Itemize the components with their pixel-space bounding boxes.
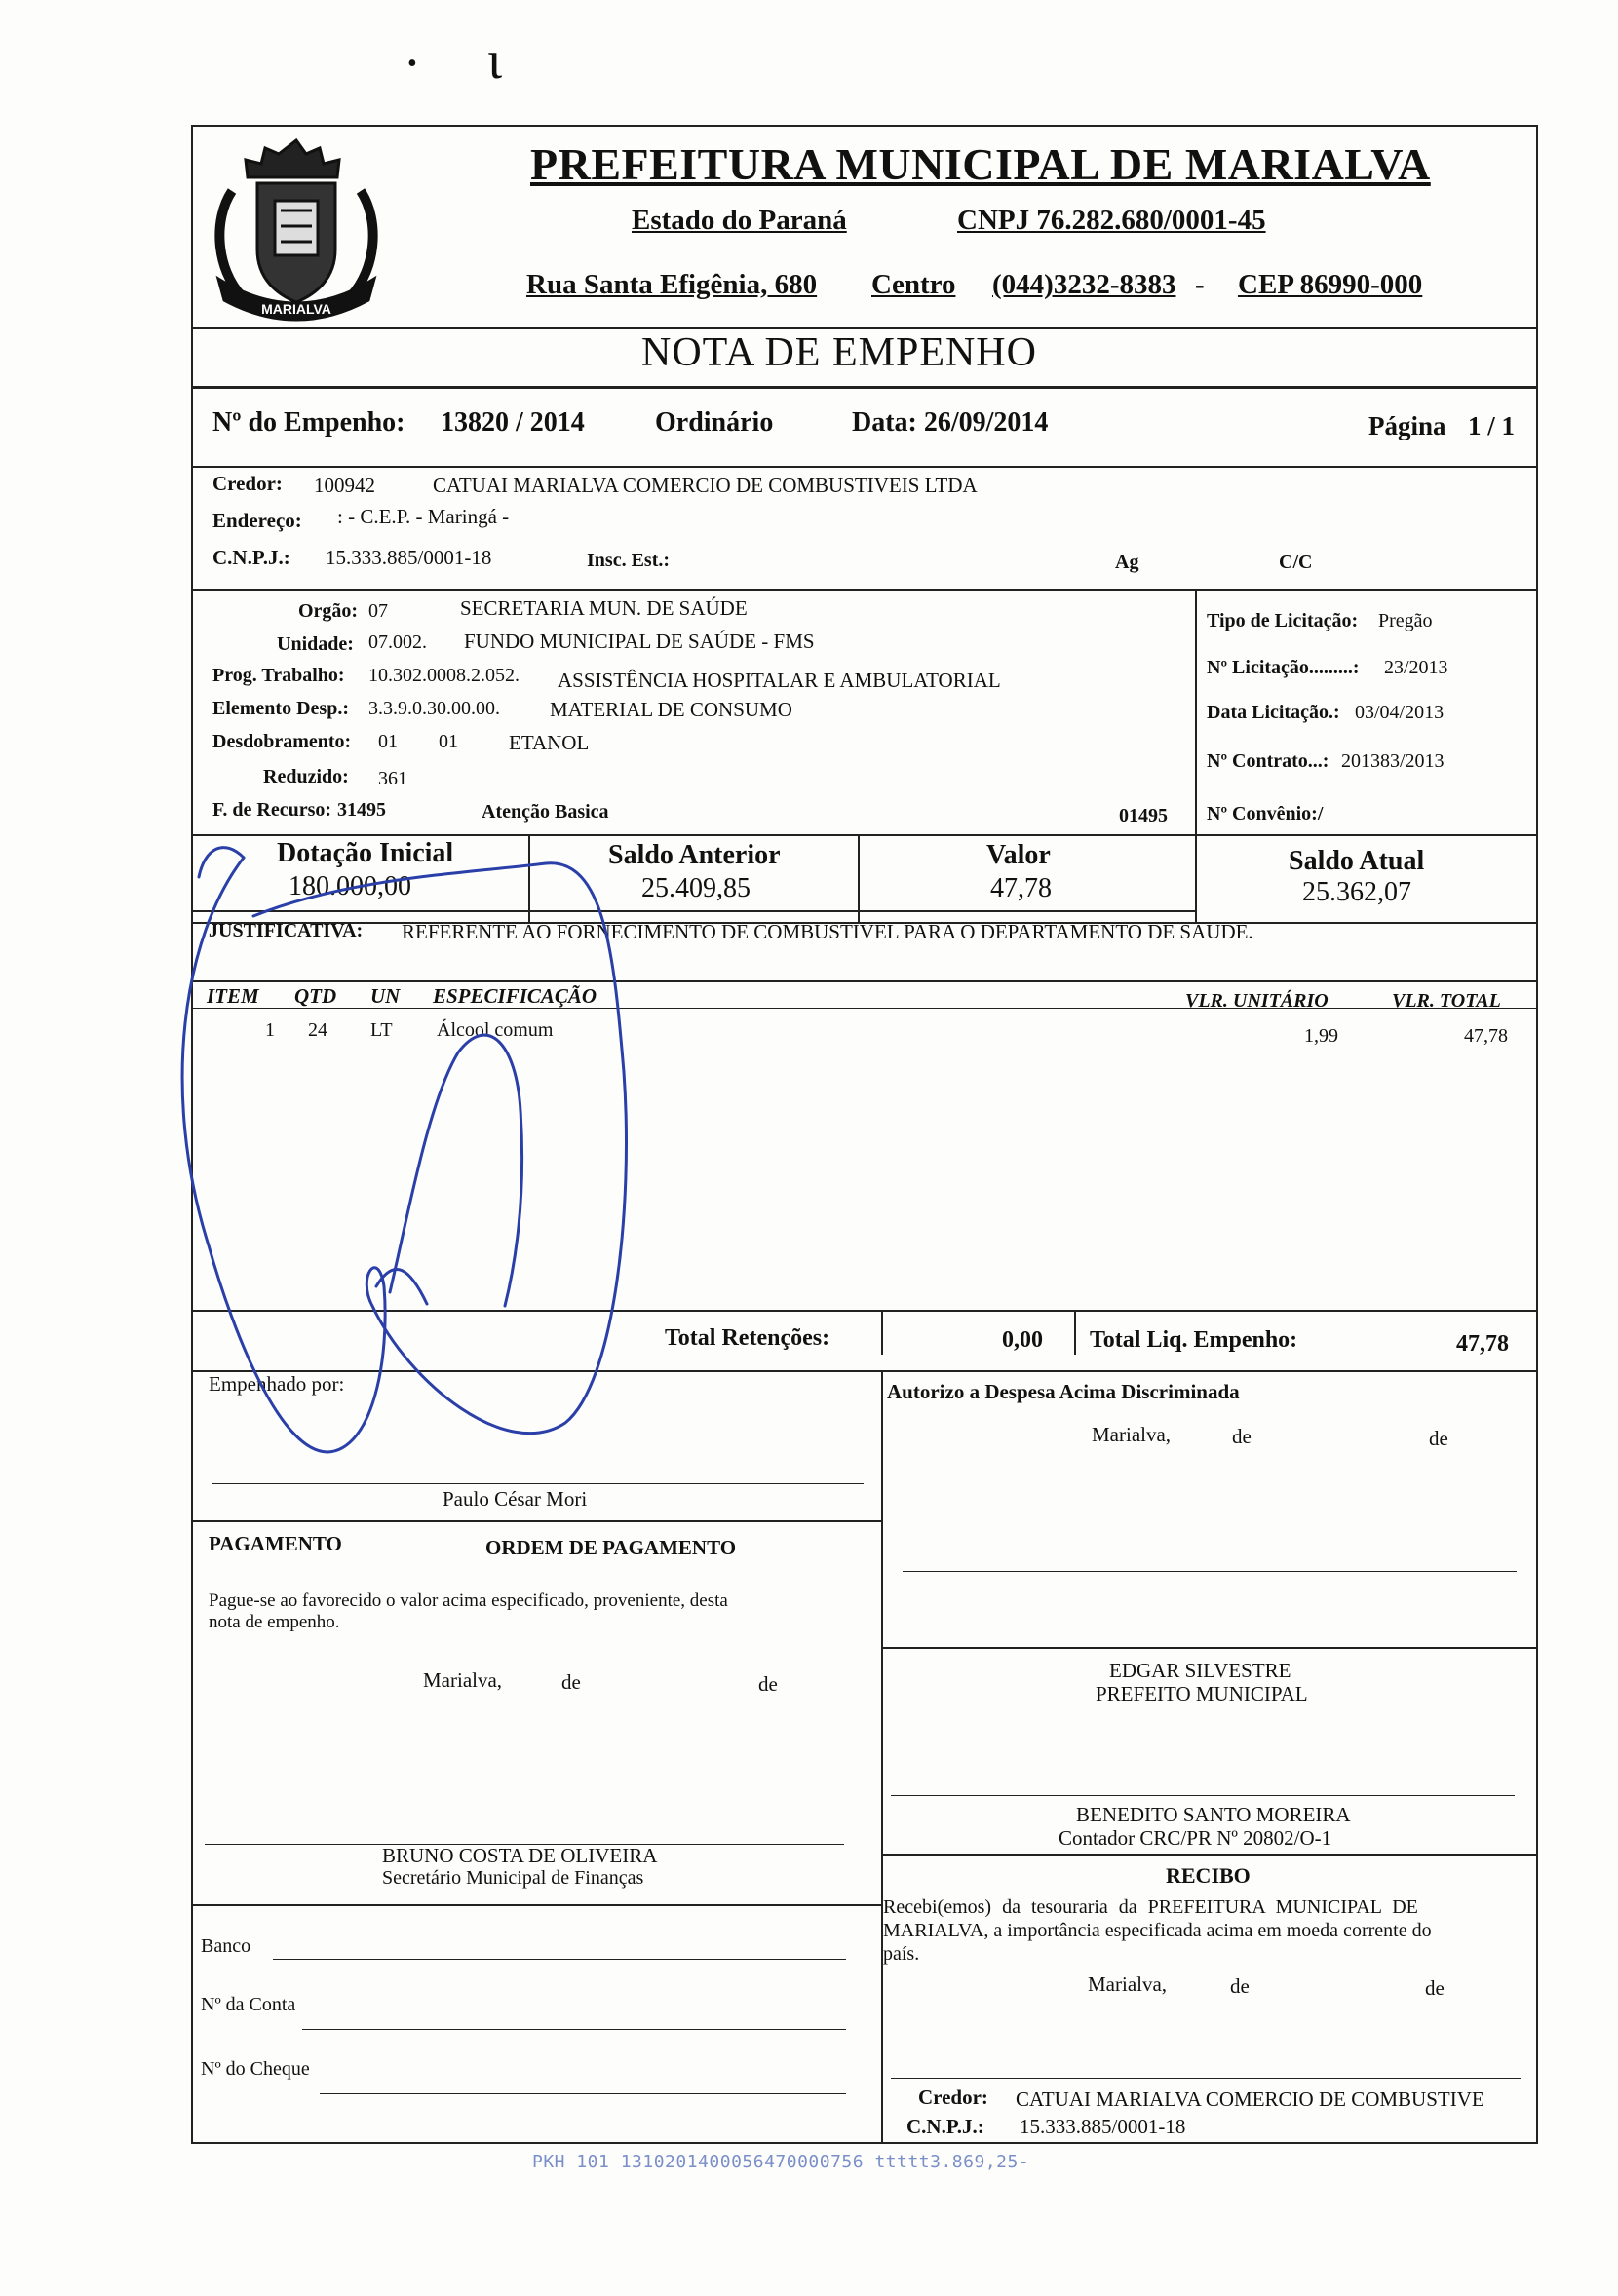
cheque-label: Nº do Cheque	[201, 2058, 310, 2080]
recurso-code: 31495	[337, 799, 386, 821]
prefeito-role: PREFEITO MUNICIPAL	[1096, 1682, 1308, 1705]
licitacao-tipo-label: Tipo de Licitação:	[1207, 610, 1359, 631]
recibo-de-1: de	[1230, 1974, 1250, 1998]
header-phone: (044)3232-8383	[992, 269, 1176, 300]
credor-code: 100942	[314, 474, 375, 497]
valor-value: 47,78	[990, 873, 1052, 903]
row-item: 1	[265, 1019, 275, 1041]
financas-name: BRUNO COSTA DE OLIVEIRA	[382, 1844, 658, 1867]
page-label: Página	[1368, 411, 1446, 440]
pagamento-text-1: Pague-se ao favorecido o valor acima especificado, proveniente, desta	[209, 1590, 728, 1611]
prog-code: 10.302.0008.2.052.	[368, 665, 520, 686]
header-address: Rua Santa Efigênia, 680	[526, 269, 818, 300]
saldo-anterior-label: Saldo Anterior	[608, 840, 781, 870]
autorizo-de-1: de	[1232, 1425, 1252, 1448]
elem-name: MATERIAL DE CONSUMO	[550, 698, 792, 721]
recibo-credor-value: CATUAI MARIALVA COMERCIO DE COMBUSTIVE	[1016, 2087, 1484, 2111]
recibo-cnpj-label: C.N.P.J.:	[906, 2115, 984, 2138]
col-un: UN	[370, 984, 401, 1008]
pagamento-de-1: de	[561, 1670, 581, 1694]
reduzido-label: Reduzido:	[263, 766, 349, 787]
licitacao-numero-label: Nº Licitação.........:	[1207, 657, 1360, 678]
row-total-price: 47,78	[1464, 1025, 1508, 1047]
orgao-code: 07	[368, 600, 388, 622]
licitacao-numero-value: 23/2013	[1384, 657, 1448, 678]
unidade-label: Unidade:	[277, 633, 354, 655]
pagamento-city: Marialva,	[423, 1668, 503, 1692]
recurso-label: F. de Recurso:	[212, 799, 332, 821]
empenho-number: 13820 / 2014	[441, 407, 585, 438]
elem-code: 3.3.9.0.30.00.00.	[368, 698, 500, 719]
scan-mark: ɩ	[487, 30, 503, 91]
desdobramento-name: ETANOL	[509, 731, 590, 754]
col-item: ITEM	[207, 984, 259, 1008]
pagamento-text-2: nota de empenho.	[209, 1612, 340, 1632]
empenhado-label: Empenhado por:	[209, 1372, 345, 1396]
financas-role: Secretário Municipal de Finanças	[382, 1867, 644, 1889]
contrato-label: Nº Contrato...:	[1207, 750, 1329, 772]
cc-label: C/C	[1279, 552, 1313, 573]
recurso-code-2: 01495	[1119, 805, 1168, 826]
prog-label: Prog. Trabalho:	[212, 665, 345, 686]
header-title: PREFEITURA MUNICIPAL DE MARIALVA	[530, 139, 1431, 189]
unidade-code: 07.002.	[368, 631, 427, 653]
licitacao-data-value: 03/04/2013	[1355, 702, 1445, 723]
liq-label: Total Liq. Empenho:	[1090, 1327, 1298, 1353]
footer-code: PKH 101 1310201400056470000756 ttttt3.869,25-	[532, 2152, 1030, 2172]
page-number: 1 / 1	[1468, 411, 1516, 440]
saldo-atual-value: 25.362,07	[1302, 877, 1411, 907]
recibo-cnpj-value: 15.333.885/0001-18	[1020, 2115, 1186, 2138]
pagamento-label: PAGAMENTO	[209, 1532, 342, 1555]
dotacao-inicial-value: 180.000,00	[289, 871, 411, 901]
desdobramento-code-2: 01	[439, 731, 458, 752]
header-separator: -	[1195, 269, 1205, 300]
insc-label: Insc. Est.:	[587, 550, 671, 571]
row-spec: Álcool comum	[437, 1019, 554, 1041]
col-unit-price: VLR. UNITÁRIO	[1185, 990, 1329, 1012]
licitacao-data-label: Data Licitação.:	[1207, 702, 1340, 723]
ordem-pagamento-label: ORDEM DE PAGAMENTO	[485, 1536, 737, 1559]
convenio-label: Nº Convênio:/	[1207, 803, 1324, 824]
autorizo-city: Marialva,	[1092, 1423, 1172, 1446]
empenho-date: Data: 26/09/2014	[852, 407, 1049, 438]
endereco-label: Endereço:	[212, 509, 302, 532]
reduzido-value: 361	[378, 768, 407, 789]
header-district: Centro	[871, 269, 956, 300]
recibo-credor-label: Credor:	[918, 2086, 988, 2109]
row-unit-price: 1,99	[1304, 1025, 1338, 1047]
recurso-name: Atenção Basica	[482, 801, 609, 823]
banco-label: Banco	[201, 1935, 251, 1957]
scan-mark: •	[407, 49, 417, 79]
autorizo-de-2: de	[1429, 1427, 1448, 1450]
header-cnpj: CNPJ 76.282.680/0001-45	[957, 205, 1266, 236]
recibo-text-1: Recebi(emos) da tesouraria da PREFEITURA MUNICIPAL DE	[883, 1896, 1418, 1918]
contrato-value: 201383/2013	[1341, 750, 1445, 772]
desdobramento-label: Desdobramento:	[212, 731, 352, 752]
endereco-value: : - C.E.P. - Maringá -	[337, 505, 510, 528]
recibo-text-3: país.	[883, 1943, 920, 1965]
row-qtd: 24	[308, 1019, 327, 1041]
justificativa-label: JUSTIFICATIVA:	[209, 920, 364, 941]
contador-name: BENEDITO SANTO MOREIRA	[1076, 1803, 1351, 1826]
recibo-de-2: de	[1425, 1976, 1445, 2000]
justificativa-text: REFERENTE AO FORNECIMENTO DE COMBUSTIVEL PARA O DEPARTAMENTO DE SAUDE.	[402, 920, 1253, 943]
col-total-price: VLR. TOTAL	[1392, 990, 1501, 1012]
unidade-name: FUNDO MUNICIPAL DE SAÚDE - FMS	[464, 630, 815, 653]
conta-label: Nº da Conta	[201, 1994, 296, 2015]
empenhado-name: Paulo César Mori	[443, 1487, 588, 1511]
liq-value: 47,78	[1456, 1331, 1509, 1357]
recibo-city: Marialva,	[1088, 1972, 1168, 1996]
empenho-type: Ordinário	[655, 407, 774, 438]
svg-text:MARIALVA: MARIALVA	[261, 301, 331, 317]
valor-label: Valor	[986, 840, 1051, 870]
saldo-anterior-value: 25.409,85	[641, 873, 751, 903]
cnpj-value: 15.333.885/0001-18	[326, 546, 492, 569]
licitacao-tipo-value: Pregão	[1378, 610, 1433, 631]
cnpj-label: C.N.P.J.:	[212, 546, 290, 569]
recibo-label: RECIBO	[1166, 1863, 1251, 1888]
document-title: NOTA DE EMPENHO	[641, 330, 1037, 375]
col-qtd: QTD	[294, 984, 337, 1008]
retencoes-value: 0,00	[1002, 1327, 1043, 1353]
ag-label: Ag	[1115, 552, 1139, 573]
desdobramento-code-1: 01	[378, 731, 398, 752]
row-un: LT	[370, 1019, 393, 1041]
orgao-label: Orgão:	[298, 600, 359, 622]
retencoes-label: Total Retenções:	[665, 1325, 830, 1351]
elem-label: Elemento Desp.:	[212, 698, 349, 719]
saldo-atual-label: Saldo Atual	[1289, 846, 1425, 876]
prefeito-name: EDGAR SILVESTRE	[1109, 1659, 1291, 1682]
credor-label: Credor:	[212, 472, 283, 495]
header-cep: CEP 86990-000	[1238, 269, 1423, 300]
autorizo-label: Autorizo a Despesa Acima Discriminada	[887, 1380, 1240, 1403]
empenho-label: Nº do Empenho:	[212, 407, 405, 438]
credor-name: CATUAI MARIALVA COMERCIO DE COMBUSTIVEIS LTDA	[433, 474, 978, 497]
orgao-name: SECRETARIA MUN. DE SAÚDE	[460, 596, 748, 620]
contador-role: Contador CRC/PR Nº 20802/O-1	[1059, 1826, 1332, 1850]
recibo-text-2: MARIALVA, a importância especificada acima em moeda corrente do	[883, 1920, 1432, 1941]
dotacao-inicial-label: Dotação Inicial	[277, 838, 454, 868]
pagamento-de-2: de	[758, 1672, 778, 1696]
prog-name: ASSISTÊNCIA HOSPITALAR E AMBULATORIAL	[558, 669, 1001, 692]
header-state: Estado do Paraná	[632, 205, 847, 236]
col-spec: ESPECIFICAÇÃO	[433, 984, 597, 1008]
